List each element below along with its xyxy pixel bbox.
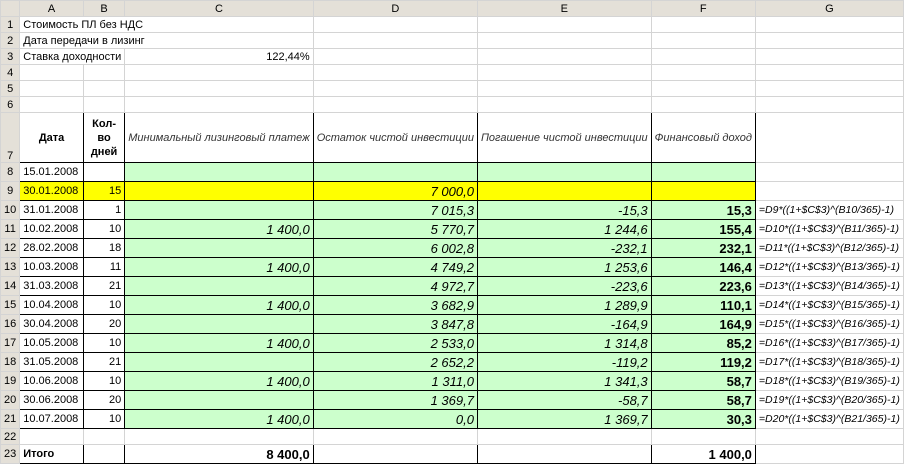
cell-b22[interactable] bbox=[83, 429, 124, 445]
sheet-row-4 bbox=[1, 65, 904, 81]
cell-g2[interactable] bbox=[755, 33, 903, 49]
cell-date[interactable]: 28.02.2008 bbox=[20, 239, 84, 258]
cell-income[interactable]: 58,7 bbox=[651, 391, 755, 410]
row-header[interactable]: 18 bbox=[1, 353, 20, 372]
total-income[interactable]: 1 400,0 bbox=[651, 445, 755, 464]
cell-days[interactable]: 10 bbox=[83, 296, 124, 315]
cell-balance[interactable]: 3 682,9 bbox=[313, 296, 477, 315]
table-row bbox=[1, 410, 904, 429]
row-header-1[interactable]: 1 bbox=[1, 17, 20, 33]
cell-e23[interactable] bbox=[477, 445, 651, 464]
cell-income[interactable] bbox=[651, 182, 755, 201]
cell-days[interactable]: 10 bbox=[83, 220, 124, 239]
cell-g6[interactable] bbox=[755, 97, 903, 113]
cell-income[interactable]: 155,4 bbox=[651, 220, 755, 239]
cell-formula[interactable] bbox=[755, 182, 903, 201]
cell-d6[interactable] bbox=[313, 97, 477, 113]
cell-formula[interactable]: =D13*((1+$C$3)^(B14/365)-1) bbox=[755, 277, 903, 296]
cell-balance[interactable]: 2 533,0 bbox=[313, 334, 477, 353]
row-header[interactable]: 21 bbox=[1, 410, 20, 429]
row-header-4[interactable]: 4 bbox=[1, 65, 20, 81]
cell-days[interactable]: 20 bbox=[83, 391, 124, 410]
cell-repay[interactable]: -223,6 bbox=[477, 277, 651, 296]
cell-min-payment[interactable]: 1 400,0 bbox=[125, 372, 313, 391]
cell-balance[interactable]: 6 002,8 bbox=[313, 239, 477, 258]
sheet-row-3 bbox=[1, 49, 904, 65]
cell-f4[interactable] bbox=[651, 65, 755, 81]
cell-repay[interactable]: 1 289,9 bbox=[477, 296, 651, 315]
cell-income[interactable]: 164,9 bbox=[651, 315, 755, 334]
cell-income[interactable] bbox=[651, 163, 755, 182]
table-row bbox=[1, 182, 904, 201]
cell-e6[interactable] bbox=[477, 97, 651, 113]
cell-a5[interactable] bbox=[20, 81, 84, 97]
cell-formula[interactable]: =D12*((1+$C$3)^(B13/365)-1) bbox=[755, 258, 903, 277]
row-header[interactable]: 11 bbox=[1, 220, 20, 239]
cell-min-payment[interactable] bbox=[125, 201, 313, 220]
cell-min-payment[interactable]: 1 400,0 bbox=[125, 258, 313, 277]
cell-c22[interactable] bbox=[125, 429, 313, 445]
cell-d5[interactable] bbox=[313, 81, 477, 97]
cell-date[interactable]: 10.06.2008 bbox=[20, 372, 84, 391]
cell-balance[interactable]: 7 015,3 bbox=[313, 201, 477, 220]
header-days[interactable]: Кол-во дней bbox=[83, 113, 124, 163]
cell-days[interactable]: 20 bbox=[83, 315, 124, 334]
row-header[interactable]: 14 bbox=[1, 277, 20, 296]
cell-balance[interactable]: 4 749,2 bbox=[313, 258, 477, 277]
cell-date[interactable]: 10.05.2008 bbox=[20, 334, 84, 353]
cell-formula[interactable]: =D16*((1+$C$3)^(B17/365)-1) bbox=[755, 334, 903, 353]
cell-balance[interactable]: 7 000,0 bbox=[313, 182, 477, 201]
cell-d1[interactable] bbox=[313, 17, 477, 33]
cell-a4[interactable] bbox=[20, 65, 84, 81]
cell-min-payment[interactable]: 1 400,0 bbox=[125, 334, 313, 353]
cell-days[interactable]: 10 bbox=[83, 372, 124, 391]
row-header[interactable]: 9 bbox=[1, 182, 20, 201]
cell-balance[interactable]: 1 369,7 bbox=[313, 391, 477, 410]
table-row bbox=[1, 220, 904, 239]
row-header[interactable]: 13 bbox=[1, 258, 20, 277]
table-row bbox=[1, 296, 904, 315]
cell-min-payment[interactable] bbox=[125, 353, 313, 372]
cell-g5[interactable] bbox=[755, 81, 903, 97]
cell-a22[interactable] bbox=[20, 429, 84, 445]
cell-repay[interactable]: 1 369,7 bbox=[477, 410, 651, 429]
row-header[interactable]: 12 bbox=[1, 239, 20, 258]
cell-date[interactable]: 30.04.2008 bbox=[20, 315, 84, 334]
cell-g23[interactable] bbox=[755, 445, 903, 464]
cell-income[interactable]: 146,4 bbox=[651, 258, 755, 277]
cell-e2[interactable] bbox=[477, 33, 651, 49]
cell-date[interactable]: 10.07.2008 bbox=[20, 410, 84, 429]
cell-repay[interactable] bbox=[477, 182, 651, 201]
header-balance[interactable]: Остаток чистой инвестиции bbox=[313, 113, 477, 163]
cell-d23[interactable] bbox=[313, 445, 477, 464]
column-header-a[interactable]: A bbox=[20, 1, 84, 17]
cell-date[interactable]: 31.03.2008 bbox=[20, 277, 84, 296]
cell-days[interactable] bbox=[83, 163, 124, 182]
cell-balance[interactable]: 5 770,7 bbox=[313, 220, 477, 239]
cell-g4[interactable] bbox=[755, 65, 903, 81]
header-repay[interactable]: Погашение чистой инвестиции bbox=[477, 113, 651, 163]
cell-b23[interactable] bbox=[83, 445, 124, 464]
total-label[interactable]: Итого bbox=[20, 445, 84, 464]
cell-min-payment[interactable]: 1 400,0 bbox=[125, 296, 313, 315]
cell-formula[interactable]: =D15*((1+$C$3)^(B16/365)-1) bbox=[755, 315, 903, 334]
cell-min-payment[interactable]: 1 400,0 bbox=[125, 410, 313, 429]
column-header-c[interactable]: C bbox=[125, 1, 313, 17]
header-income[interactable]: Финансовый доход bbox=[651, 113, 755, 163]
table-row bbox=[1, 258, 904, 277]
table-row bbox=[1, 334, 904, 353]
cell-f2[interactable] bbox=[651, 33, 755, 49]
column-header-row bbox=[1, 1, 904, 17]
table-row bbox=[1, 277, 904, 296]
sheet-row-23 bbox=[1, 445, 904, 464]
cell-e5[interactable] bbox=[477, 81, 651, 97]
cell-income[interactable]: 15,3 bbox=[651, 201, 755, 220]
cell-min-payment[interactable] bbox=[125, 315, 313, 334]
cell-date[interactable]: 15.01.2008 bbox=[20, 163, 84, 182]
cell-min-payment[interactable] bbox=[125, 391, 313, 410]
header-date[interactable]: Дата bbox=[20, 113, 84, 163]
row-header-5[interactable]: 5 bbox=[1, 81, 20, 97]
cell-balance[interactable]: 0,0 bbox=[313, 410, 477, 429]
cell-income[interactable]: 85,2 bbox=[651, 334, 755, 353]
cell-e22[interactable] bbox=[477, 429, 651, 445]
cell-formula[interactable]: =D19*((1+$C$3)^(B20/365)-1) bbox=[755, 391, 903, 410]
column-header-d[interactable]: D bbox=[313, 1, 477, 17]
sheet-row-6 bbox=[1, 97, 904, 113]
cell-b6[interactable] bbox=[83, 97, 124, 113]
table-row bbox=[1, 372, 904, 391]
cell-date[interactable]: 30.06.2008 bbox=[20, 391, 84, 410]
sheet-row-1 bbox=[1, 17, 904, 33]
cell-date[interactable]: 31.01.2008 bbox=[20, 201, 84, 220]
cell-days[interactable]: 15 bbox=[83, 182, 124, 201]
cell-income[interactable]: 232,1 bbox=[651, 239, 755, 258]
cell-days[interactable]: 10 bbox=[83, 334, 124, 353]
row-header-2[interactable]: 2 bbox=[1, 33, 20, 49]
cell-a1[interactable]: Стоимость ПЛ без НДС bbox=[20, 17, 313, 33]
cell-balance[interactable] bbox=[313, 163, 477, 182]
cell-c4[interactable] bbox=[125, 65, 313, 81]
cell-days[interactable]: 11 bbox=[83, 258, 124, 277]
cell-repay[interactable]: 1 253,6 bbox=[477, 258, 651, 277]
cell-c6[interactable] bbox=[125, 97, 313, 113]
cell-a6[interactable] bbox=[20, 97, 84, 113]
row-header[interactable]: 8 bbox=[1, 163, 20, 182]
cell-days[interactable]: 18 bbox=[83, 239, 124, 258]
cell-min-payment[interactable]: 1 400,0 bbox=[125, 220, 313, 239]
cell-repay[interactable]: -232,1 bbox=[477, 239, 651, 258]
sheet-row-7 bbox=[1, 113, 904, 163]
row-header-6[interactable]: 6 bbox=[1, 97, 20, 113]
cell-min-payment[interactable] bbox=[125, 163, 313, 182]
cell-date[interactable]: 31.05.2008 bbox=[20, 353, 84, 372]
sheet-row-2 bbox=[1, 33, 904, 49]
cell-b5[interactable] bbox=[83, 81, 124, 97]
cell-income[interactable]: 58,7 bbox=[651, 372, 755, 391]
cell-income[interactable]: 223,6 bbox=[651, 277, 755, 296]
cell-date[interactable]: 10.03.2008 bbox=[20, 258, 84, 277]
cell-d22[interactable] bbox=[313, 429, 477, 445]
cell-g3[interactable] bbox=[755, 49, 903, 65]
cell-days[interactable]: 21 bbox=[83, 277, 124, 296]
column-header-f[interactable]: F bbox=[651, 1, 755, 17]
cell-e1[interactable] bbox=[477, 17, 651, 33]
row-header[interactable]: 15 bbox=[1, 296, 20, 315]
sheet-row-5 bbox=[1, 81, 904, 97]
cell-repay[interactable]: -164,9 bbox=[477, 315, 651, 334]
cell-balance[interactable]: 1 311,0 bbox=[313, 372, 477, 391]
cell-c3[interactable]: 122,44% bbox=[125, 49, 313, 65]
header-min-payment[interactable]: Минимальный лизинговый платеж bbox=[125, 113, 313, 163]
cell-repay[interactable]: 1 341,3 bbox=[477, 372, 651, 391]
cell-f22[interactable] bbox=[651, 429, 755, 445]
row-header[interactable]: 17 bbox=[1, 334, 20, 353]
cell-formula[interactable] bbox=[755, 163, 903, 182]
row-header[interactable]: 19 bbox=[1, 372, 20, 391]
table-row bbox=[1, 353, 904, 372]
cell-f6[interactable] bbox=[651, 97, 755, 113]
cell-e4[interactable] bbox=[477, 65, 651, 81]
sheet-row-22 bbox=[1, 429, 904, 445]
cell-min-payment[interactable] bbox=[125, 182, 313, 201]
cell-days[interactable]: 1 bbox=[83, 201, 124, 220]
table-row bbox=[1, 163, 904, 182]
cell-c5[interactable] bbox=[125, 81, 313, 97]
total-payment[interactable]: 8 400,0 bbox=[125, 445, 313, 464]
cell-g1[interactable] bbox=[755, 17, 903, 33]
cell-repay[interactable]: -119,2 bbox=[477, 353, 651, 372]
cell-date[interactable]: 10.02.2008 bbox=[20, 220, 84, 239]
cell-formula[interactable]: =D18*((1+$C$3)^(B19/365)-1) bbox=[755, 372, 903, 391]
row-header[interactable]: 16 bbox=[1, 315, 20, 334]
row-header-22[interactable]: 22 bbox=[1, 429, 20, 445]
cell-d4[interactable] bbox=[313, 65, 477, 81]
cell-b4[interactable] bbox=[83, 65, 124, 81]
cell-d3[interactable] bbox=[313, 49, 477, 65]
cell-a2[interactable]: Дата передачи в лизинг bbox=[20, 33, 313, 49]
cell-min-payment[interactable] bbox=[125, 239, 313, 258]
table-row bbox=[1, 239, 904, 258]
table-row bbox=[1, 201, 904, 220]
cell-days[interactable]: 10 bbox=[83, 410, 124, 429]
cell-income[interactable]: 30,3 bbox=[651, 410, 755, 429]
column-header-g[interactable]: G bbox=[755, 1, 903, 17]
cell-repay[interactable]: 1 314,8 bbox=[477, 334, 651, 353]
cell-repay[interactable]: 1 244,6 bbox=[477, 220, 651, 239]
cell-repay[interactable]: -15,3 bbox=[477, 201, 651, 220]
cell-formula[interactable]: =D14*((1+$C$3)^(B15/365)-1) bbox=[755, 296, 903, 315]
cell-formula[interactable]: =D20*((1+$C$3)^(B21/365)-1) bbox=[755, 410, 903, 429]
cell-repay[interactable]: -58,7 bbox=[477, 391, 651, 410]
cell-days[interactable]: 21 bbox=[83, 353, 124, 372]
select-all-corner[interactable] bbox=[1, 1, 20, 17]
cell-f5[interactable] bbox=[651, 81, 755, 97]
data-rows bbox=[1, 163, 904, 429]
cell-formula[interactable]: =D10*((1+$C$3)^(B11/365)-1) bbox=[755, 220, 903, 239]
cell-g22[interactable] bbox=[755, 429, 903, 445]
cell-formula[interactable]: =D11*((1+$C$3)^(B12/365)-1) bbox=[755, 239, 903, 258]
row-header[interactable]: 20 bbox=[1, 391, 20, 410]
row-header[interactable]: 10 bbox=[1, 201, 20, 220]
row-header-23[interactable]: 23 bbox=[1, 445, 20, 464]
column-header-b[interactable]: B bbox=[83, 1, 124, 17]
cell-repay[interactable] bbox=[477, 163, 651, 182]
cell-income[interactable]: 119,2 bbox=[651, 353, 755, 372]
cell-a3[interactable]: Ставка доходности bbox=[20, 49, 125, 65]
row-header-3[interactable]: 3 bbox=[1, 49, 20, 65]
cell-income[interactable]: 110,1 bbox=[651, 296, 755, 315]
cell-d2[interactable] bbox=[313, 33, 477, 49]
cell-formula[interactable]: =D17*((1+$C$3)^(B18/365)-1) bbox=[755, 353, 903, 372]
cell-f1[interactable] bbox=[651, 17, 755, 33]
cell-f3[interactable] bbox=[651, 49, 755, 65]
cell-formula[interactable]: =D9*((1+$C$3)^(B10/365)-1) bbox=[755, 201, 903, 220]
table-row bbox=[1, 315, 904, 334]
cell-min-payment[interactable] bbox=[125, 277, 313, 296]
cell-balance[interactable]: 3 847,8 bbox=[313, 315, 477, 334]
column-header-e[interactable]: E bbox=[477, 1, 651, 17]
cell-g7[interactable] bbox=[755, 113, 903, 163]
cell-date[interactable]: 10.04.2008 bbox=[20, 296, 84, 315]
cell-balance[interactable]: 2 652,2 bbox=[313, 353, 477, 372]
cell-e3[interactable] bbox=[477, 49, 651, 65]
cell-balance[interactable]: 4 972,7 bbox=[313, 277, 477, 296]
cell-date[interactable]: 30.01.2008 bbox=[20, 182, 84, 201]
row-header-7[interactable]: 7 bbox=[1, 113, 20, 163]
table-row bbox=[1, 391, 904, 410]
